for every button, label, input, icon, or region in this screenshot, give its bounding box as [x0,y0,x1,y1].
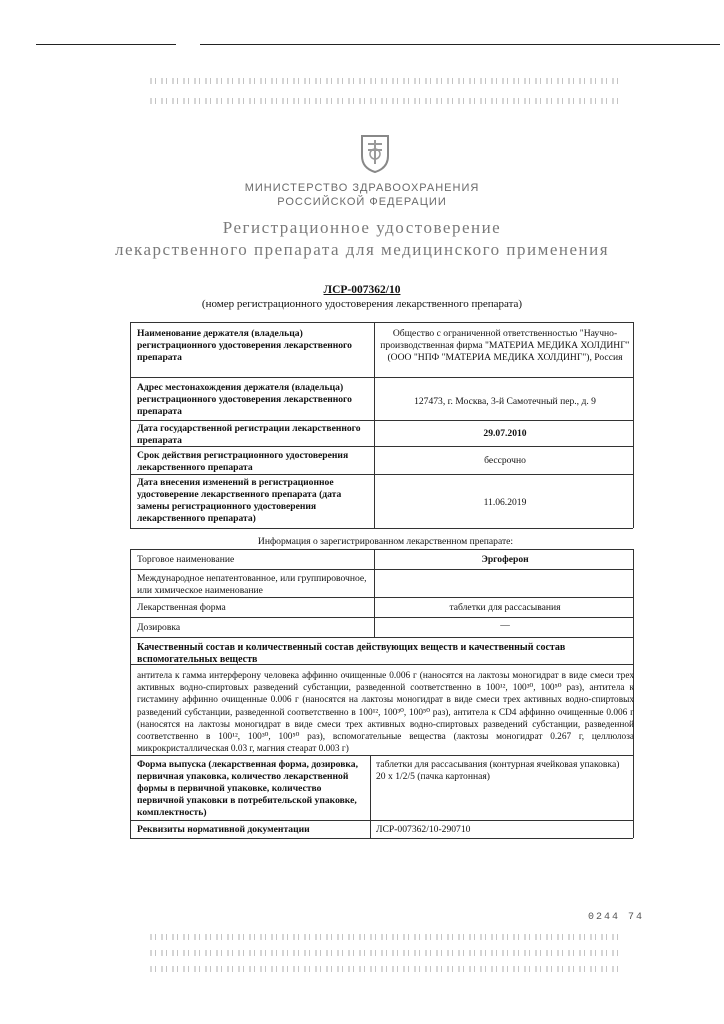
changes-date-value: 11.06.2019 [483,497,527,508]
scan-noise-footer-2 [150,950,620,956]
drug-info-heading: Информация о зарегистрированном лекарственном препарате: [257,536,514,547]
certificate-title-line-1: Регистрационное удостоверение [222,218,502,237]
table-line [374,549,375,637]
inn-label: Международное непатентованное, или группировочное, или химическое наименование [137,573,367,596]
registration-number [0,284,724,296]
ministry-line-2: РОССИЙСКОЙ ФЕДЕРАЦИИ [277,196,447,208]
trade-name-label: Торговое наименование [137,554,235,565]
table-line [130,420,633,421]
normative-docs-value: ЛСР-007362/10-290710 [376,824,471,835]
release-form-value: таблетки для рассасывания (контурная ячейковая упаковка) 20 х 1/2/5 (пачка картонная) [376,759,620,782]
holder-address-label: Адрес местонахождения держателя (владельца) регистрационного удостоверения лекарственного препарата [137,382,352,417]
table-line [130,549,131,838]
scan-noise-footer-3 [150,966,620,972]
dosage-form-label: Лекарственная форма [137,602,226,613]
table-line [130,838,633,839]
scan-noise-footer [150,934,620,940]
table-line [130,637,633,638]
table-line [130,474,633,475]
normative-docs-label: Реквизиты нормативной документации [137,824,310,835]
form-serial-number: 0244 74 [588,912,645,923]
table-line [130,597,633,598]
top-rule-right [200,44,720,45]
table-line [130,377,633,378]
dosage-form-value: таблетки для рассасывания [449,602,561,613]
registration-date-label: Дата государственной регистрации лекарственного препарата [137,423,361,446]
table-line [130,322,633,323]
registration-date-value: 29.07.2010 [483,428,527,439]
holder-address-value: 127473, г. Москва, 3-й Самотечный пер., д. 9 [414,396,596,407]
table-line [370,755,371,838]
validity-value: бессрочно [484,455,526,466]
ministry-line-1: МИНИСТЕРСТВО ЗДРАВООХРАНЕНИЯ [244,182,480,194]
table-line [130,617,633,618]
scan-noise-header [150,78,620,84]
table-line [633,322,634,528]
scan-noise-header-2 [150,98,620,104]
changes-date-label: Дата внесения изменений в регистрационное удостоверение лекарственного препарата (дата замены регистрационного удостоверения лекарственного препарата) [137,477,342,524]
table-line [374,322,375,528]
composition-heading: Качественный состав и количественный состав действующих веществ и качественный состав вспомогательных веществ [137,642,566,665]
registration-number-caption: (номер регистрационного удостоверения лекарственного препарата) [201,298,523,310]
table-line [130,322,131,528]
holder-name-label: Наименование держателя (владельца) регистрационного удостоверения лекарственного препарата [137,328,352,363]
table-line [130,549,633,550]
coat-of-arms-emblem [358,130,392,174]
composition-text: антитела к гамма интерферону человека аффинно очищенные 0.006 г (наносятся на лактозы моногидрат в виде смеси трех активных водно-спиртовых разведений субстанции, разведенной соответственно в 100¹², 100³⁰, 100⁵⁰ раз), антитела к гистамину аффинно очищенные 0.006 г (наносятся на лактозы моногидрат в виде смеси трех активных водно-спиртовых разведений субстанции, разведенной соответственно в 100¹², 100³⁰, 100⁵⁰ раз), антитела к CD4 аффинно очищенные 0.006 г (наносятся на лактозы моногидрат в виде смеси трех активных водно-спиртовых разведений субстанции, разведенной соответственно в 100¹², 100³⁰, 100⁵⁰ раз), вспомогательные вещества (лактозы моногидрат 0.267 г, целлюлоза микрокристаллическая 0.03 г, магния стеарат 0.003 г) [137,671,634,755]
table-line [130,528,633,529]
release-form-label: Форма выпуска (лекарственная форма, дозировка, первичная упаковка, количество лекарственной формы в первичной упаковке, количество первичной упаковки в потребительской упаковке, комплектность) [137,759,359,818]
table-line [130,569,633,570]
trade-name-value: Эргоферон [481,554,529,565]
certificate-title-line-2: лекарственного препарата для медицинского применения [114,240,610,259]
dosage-value: — [500,620,510,631]
top-rule-left [36,44,176,45]
validity-label: Срок действия регистрационного удостоверения лекарственного препарата [137,450,349,473]
holder-name-value: Общество с ограниченной ответственностью "Научно-производственная фирма "МАТЕРИА МЕДИКА ХОЛДИНГ" (ООО "НПФ "МАТЕРИА МЕДИКА ХОЛДИНГ"), Россия [380,328,630,363]
table-line [130,820,633,821]
dosage-label: Дозировка [137,622,181,633]
registration-number-text: ЛСР-007362/10 [323,284,401,296]
